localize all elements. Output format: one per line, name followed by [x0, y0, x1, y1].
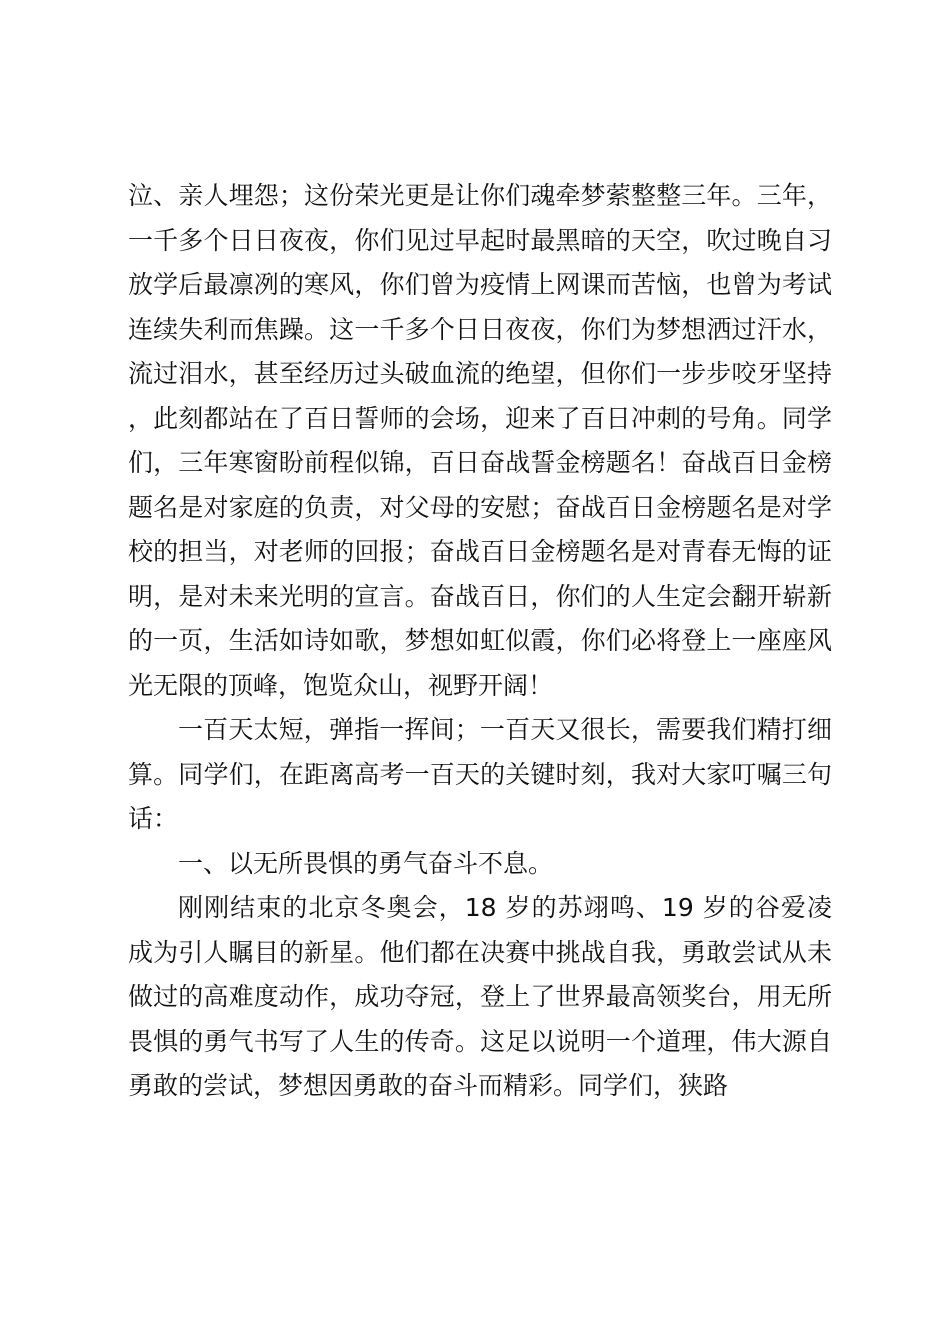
document-body: [128, 174, 832, 1109]
paragraph-winter-olympics: 刚刚结束的北京冬奥会，18 岁的苏翊鸣、19 岁的谷爱凌成为引人瞩目的新星。他们都在决赛中挑战自我，勇敢尝试从未做过的高难度动作，成功夺冠，登上了世界最高领奖台，用无所畏惧的勇气书写了人生的传奇。这足以说明一个道理，伟大源自勇敢的尝试，梦想因勇敢的奋斗而精彩。同学们，狭路: [128, 893, 832, 1100]
paragraph-hundred-days: 一百天太短，弹指一挥间；一百天又很长，需要我们精打细算。同学们，在距离高考一百天的关键时刻，我对大家叮嘱三句话：: [128, 715, 832, 833]
section-heading-courage: 一、以无所畏惧的勇气奋斗不息。: [178, 848, 554, 878]
paragraph-continuation: 泣、亲人埋怨；这份荣光更是让你们魂牵梦萦整整三年。三年，一千多个日日夜夜，你们见过早起时最黑暗的天空，吹过晚自习放学后最凛冽的寒风，你们曾为疫情上网课而苦恼，也曾为考试连续失利而焦躁。这一千多个日日夜夜，你们为梦想洒过汗水，流过泪水，甚至经历过头破血流的绝望，但你们一步步咬牙坚持，此刻都站在了百日誓师的会场，迎来了百日冲刺的号角。同学们，三年寒窗盼前程似锦，百日奋战誓金榜题名！奋战百日金榜题名是对家庭的负责，对父母的安慰；奋战百日金榜题名是对学校的担当，对老师的回报；奋战百日金榜题名是对青春无悔的证明，是对未来光明的宣言。奋战百日，你们的人生定会翻开崭新的一页，生活如诗如歌，梦想如虹似霞，你们必将登上一座座风光无限的顶峰，饱览众山，视野开阔！: [128, 181, 832, 700]
